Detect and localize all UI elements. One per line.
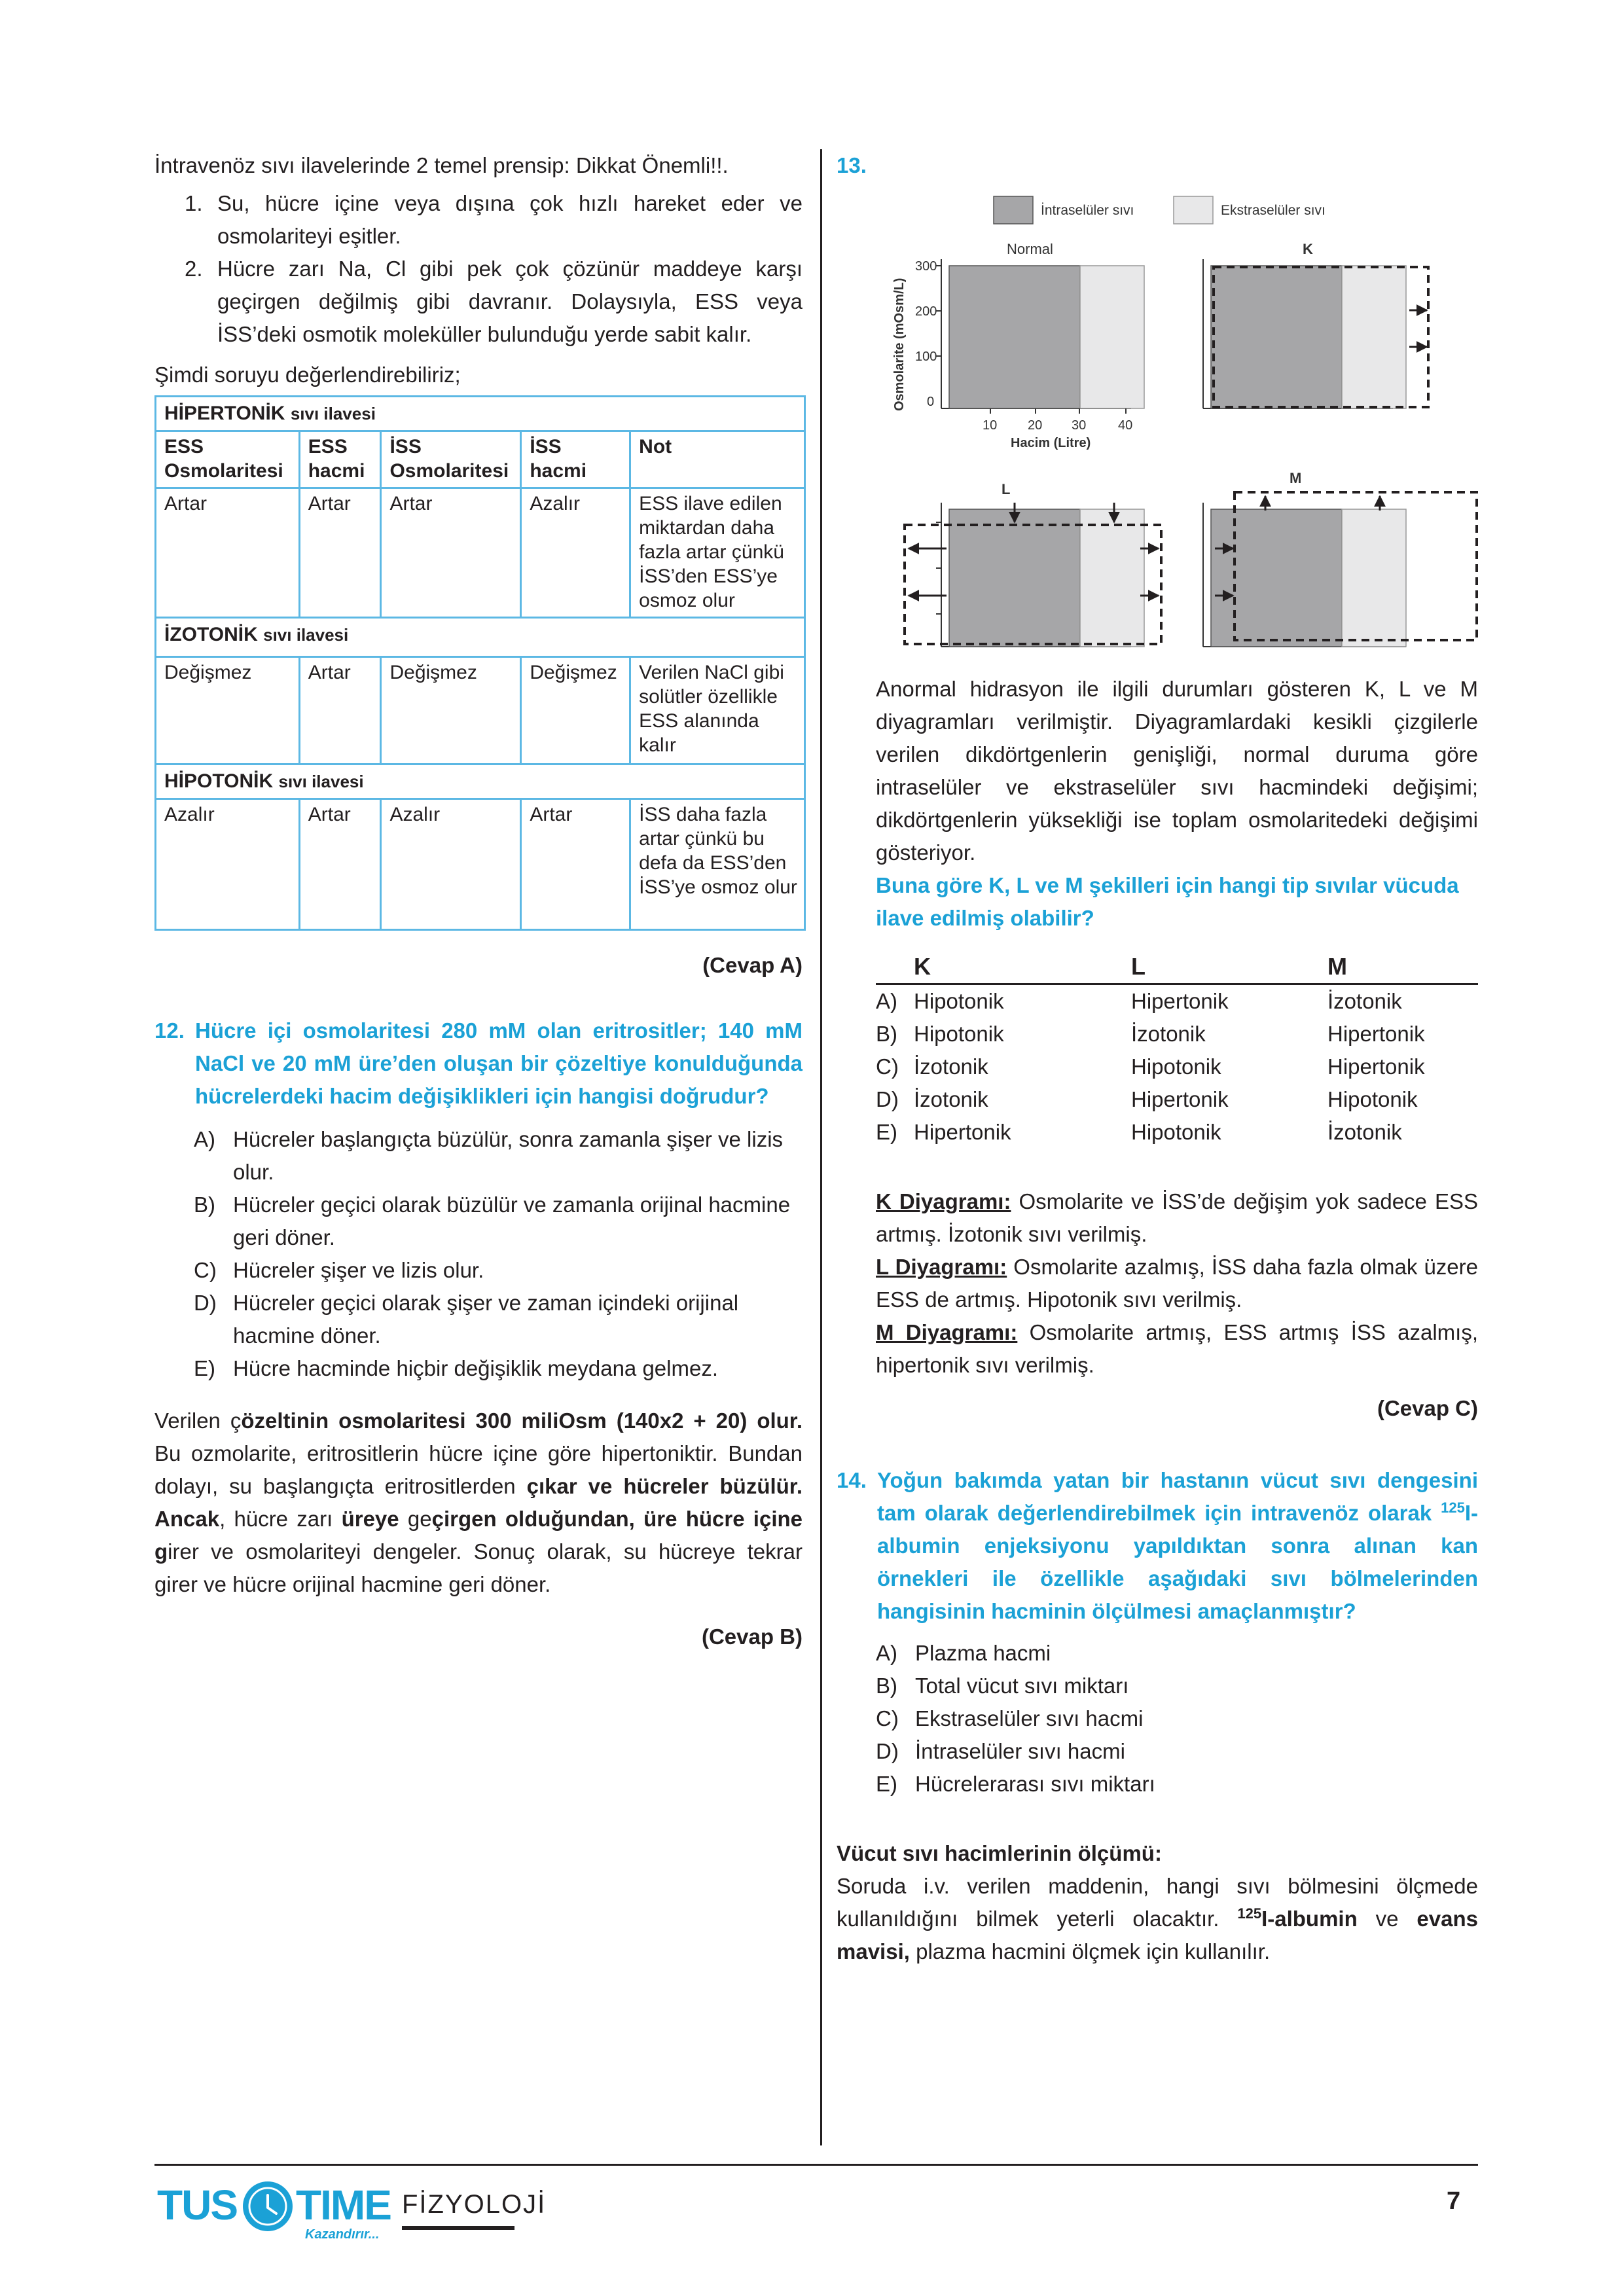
left-column [154, 149, 803, 1653]
question-13-number: 13. [837, 153, 867, 177]
list-item: 1. Su, hücre içine veya dışına çok hızlı hareket eder ve osmolariteyi eşitler. [185, 191, 803, 248]
evaluate-text: Şimdi soruyu değerlendirebiliriz; [154, 363, 461, 387]
hypertonic-section-header: HİPERTONİK sıvı ilavesi [156, 397, 805, 431]
fluid-table [154, 395, 806, 931]
table-row: Azalır Artar Azalır Artar İSS daha fazla artar çünkü bu defa da ESS’den İSS’ye osmoz olur [156, 799, 805, 930]
option-d[interactable]: D) Hücreler geçici olarak şişer ve zaman içindeki orijinal hacmine döner. [194, 1291, 739, 1348]
logo-time-text: TIME [296, 2181, 391, 2229]
question-14: 14. Yoğun bakımda yatan bir hastanın vücut sıvı dengesini tam olarak değerlendirebilmek için intravenöz olarak $^{125}$I-albumin enjeksiyonu yapıldıktan sonra alınan kan örnekleri ile özellikle aşağıdaki sıvı bölmelerinden hangisinin hacminin ölçülmesi amaçlanmıştır? [837, 1468, 1478, 1623]
answer-a: (Cevap A) [702, 953, 803, 977]
principles-list [185, 187, 803, 351]
legend-ic-swatch [994, 196, 1033, 224]
y-tick: 300 [915, 259, 937, 274]
y-axis-label: Osmolarite (mOsm/L) [892, 278, 907, 411]
osmolarity-diagrams [876, 149, 1478, 660]
k-title: K [1303, 241, 1313, 257]
logo-tus-text: TUS [157, 2181, 237, 2229]
list-item: 2. Hücre zarı Na, Cl gibi pek çok çözünür maddeye karşı geçirgen değilmiş gibi davranır. Dolaysıyla, ESS veya İSS’deki osmotik moleküller bulunduğu yerde sabit kalır. [185, 257, 803, 346]
option-e[interactable]: E) Hipertonik Hipotonik İzotonik [876, 1120, 1402, 1144]
right-column [837, 149, 1479, 1968]
x-tick: 40 [1118, 418, 1133, 433]
m-ic-rect [1211, 509, 1342, 647]
q14-options [876, 1637, 1478, 1801]
clock-icon [240, 2178, 296, 2234]
answer-c: (Cevap C) [1377, 1396, 1478, 1420]
legend-ec-label: Ekstraselüler sıvı [1221, 203, 1326, 218]
x-axis-label: Hacim (Litre) [1011, 436, 1091, 450]
option-b[interactable]: B) Hipotonik İzotonik Hipertonik [876, 1022, 1425, 1046]
option-b[interactable]: B) Total vücut sıvı miktarı [876, 1674, 1129, 1698]
k-ic-rect [1211, 266, 1342, 408]
table-row: Artar Artar Artar Azalır ESS ilave edilen miktardan daha fazla artar çünkü İSS’den ESS’ye osmoz olur [156, 488, 805, 618]
l-title: L [1001, 481, 1011, 497]
q13-question: Buna göre K, L ve M şekilleri için hangi tip sıvılar vücuda ilave edilmiş olabilir? [876, 873, 1459, 930]
page-number: 7 [1447, 2187, 1461, 2215]
column-divider [820, 149, 822, 2145]
l-ic-rect [949, 509, 1080, 647]
option-d[interactable]: D) İzotonik Hipertonik Hipotonik [876, 1087, 1418, 1111]
normal-ec-rect [1080, 266, 1144, 408]
subject-underline [402, 2226, 514, 2230]
y-tick: 100 [915, 350, 937, 364]
tustime-logo [157, 2178, 393, 2250]
x-tick: 30 [1072, 418, 1087, 433]
table-header-row: ESS Osmolaritesi ESS hacmi İSS Osmolaritesi İSS hacmi Not [156, 431, 805, 488]
x-tick: 20 [1028, 418, 1043, 433]
y-tick: 0 [927, 395, 935, 409]
explanation-13 [876, 1185, 1478, 1382]
option-a[interactable]: A) Hücreler başlangıçta büzülür, sonra zamanla şişer ve lizis olur. [194, 1127, 784, 1184]
legend-ic-label: İntraselüler sıvı [1041, 203, 1134, 218]
option-b[interactable]: B) Hücreler geçici olarak büzülür ve zamanla orijinal hacmine geri döner. [194, 1193, 791, 1249]
normal-title: Normal [1007, 241, 1053, 257]
option-a[interactable]: A) Hipotonik Hipertonik İzotonik [876, 989, 1402, 1013]
x-tick: 10 [983, 418, 998, 433]
question-12: 12. Hücre içi osmolaritesi 280 mM olan eritrositler; 140 mM NaCl ve 20 mM üre’den oluşan bir çözeltiye konulduğunda hücrelerdeki hacim değişiklikleri için hangisi doğrudur? [154, 1018, 803, 1108]
m-ec-rect [1342, 509, 1406, 647]
q13-text: Anormal hidrasyon ile ilgili durumları gösteren K, L ve M diyagramları verilmiştir. Diyagramlardaki kesikli çizgilerle verilen dikdörtgenlerin genişliği, normal duruma göre intraselüler ve ekstraselüler sıvı hacmindeki değişimi; dikdörtgenlerin yüksekliği ise toplam osmolaritedeki değişimi gösteriyor. [876, 677, 1478, 865]
m-title: M [1290, 470, 1302, 486]
q13-options-header: K L M [876, 950, 1478, 984]
option-c[interactable]: C) Ekstraselüler sıvı hacmi [876, 1706, 1144, 1731]
option-e[interactable]: E) Hücre hacminde hiçbir değişiklik meydana gelmez. [194, 1356, 719, 1380]
option-c[interactable]: C) İzotonik Hipotonik Hipertonik [876, 1054, 1425, 1079]
option-a[interactable]: A) Plazma hacmi [876, 1641, 1051, 1665]
y-tick: 200 [915, 304, 937, 319]
table-row: Değişmez Artar Değişmez Değişmez Verilen NaCl gibi solütler özellikle ESS alanında kalır [156, 657, 805, 764]
k-ec-rect [1342, 266, 1406, 408]
explanation-12: Verilen çözeltinin osmolaritesi 300 miliOsm (140x2 + 20) olur. Bu ozmolarite, eritrositlerin hücre içine göre hipertoniktir. Bundan dolayı, su başlangıçta eritrositlerden çıkar ve hücreler büzülür. Ancak, hücre zarı üreye geçirgen olduğundan, üre hücre içine girer ve osmolariteyi dengeler. Sonuç olarak, su hücreye tekrar girer ve hücre orijinal hacmine geri döner. [154, 1408, 803, 1596]
measure-title: Vücut sıvı hacimlerinin ölçümü: [837, 1841, 1162, 1865]
m-diagram-explanation: M Diyagramı: Osmolarite artmış, ESS artmış İSS azalmış, hipertonik sıvı verilmiş. [876, 1320, 1479, 1377]
intro-text: İntravenöz sıvı ilavelerinde 2 temel prensip: Dikkat Önemli!!. [154, 153, 729, 177]
measure-text: Soruda i.v. verilen maddenin, hangi sıvı bölmesini ölçmede kullanıldığını bilmek yeterli olacaktır. $^{125}$I-albumin ve evans mavisi, plazma hacmini ölçmek için kullanılır. [837, 1874, 1478, 1964]
q13-options-table [876, 950, 1478, 1149]
option-c[interactable]: C) Hücreler şişer ve lizis olur. [194, 1258, 484, 1282]
k-diagram-explanation: K Diyagramı: Osmolarite ve İSS’de değişim yok sadece ESS artmış. İzotonik sıvı verilmiş. [876, 1189, 1478, 1246]
isotonic-section-header: İZOTONİK sıvı ilavesi [156, 618, 805, 657]
footer-line [154, 2164, 1478, 2166]
hypotonic-section-header: HİPOTONİK sıvı ilavesi [156, 764, 805, 799]
l-ec-rect [1080, 509, 1144, 647]
q12-options [194, 1123, 803, 1385]
option-e[interactable]: E) Hücrelerarası sıvı miktarı [876, 1772, 1155, 1796]
legend-ec-swatch [1174, 196, 1213, 224]
normal-ic-rect [949, 266, 1080, 408]
l-diagram-explanation: L Diyagramı: Osmolarite azalmış, İSS daha fazla olmak üzere ESS de artmış. Hipotonik sıvı verilmiş. [876, 1255, 1478, 1312]
logo-slogan: Kazandırır... [305, 2227, 380, 2242]
subject-label: FİZYOLOJİ [402, 2189, 546, 2230]
answer-b: (Cevap B) [701, 1624, 803, 1649]
option-d[interactable]: D) İntraselüler sıvı hacmi [876, 1739, 1125, 1763]
osmolarity-figure [876, 149, 1478, 660]
